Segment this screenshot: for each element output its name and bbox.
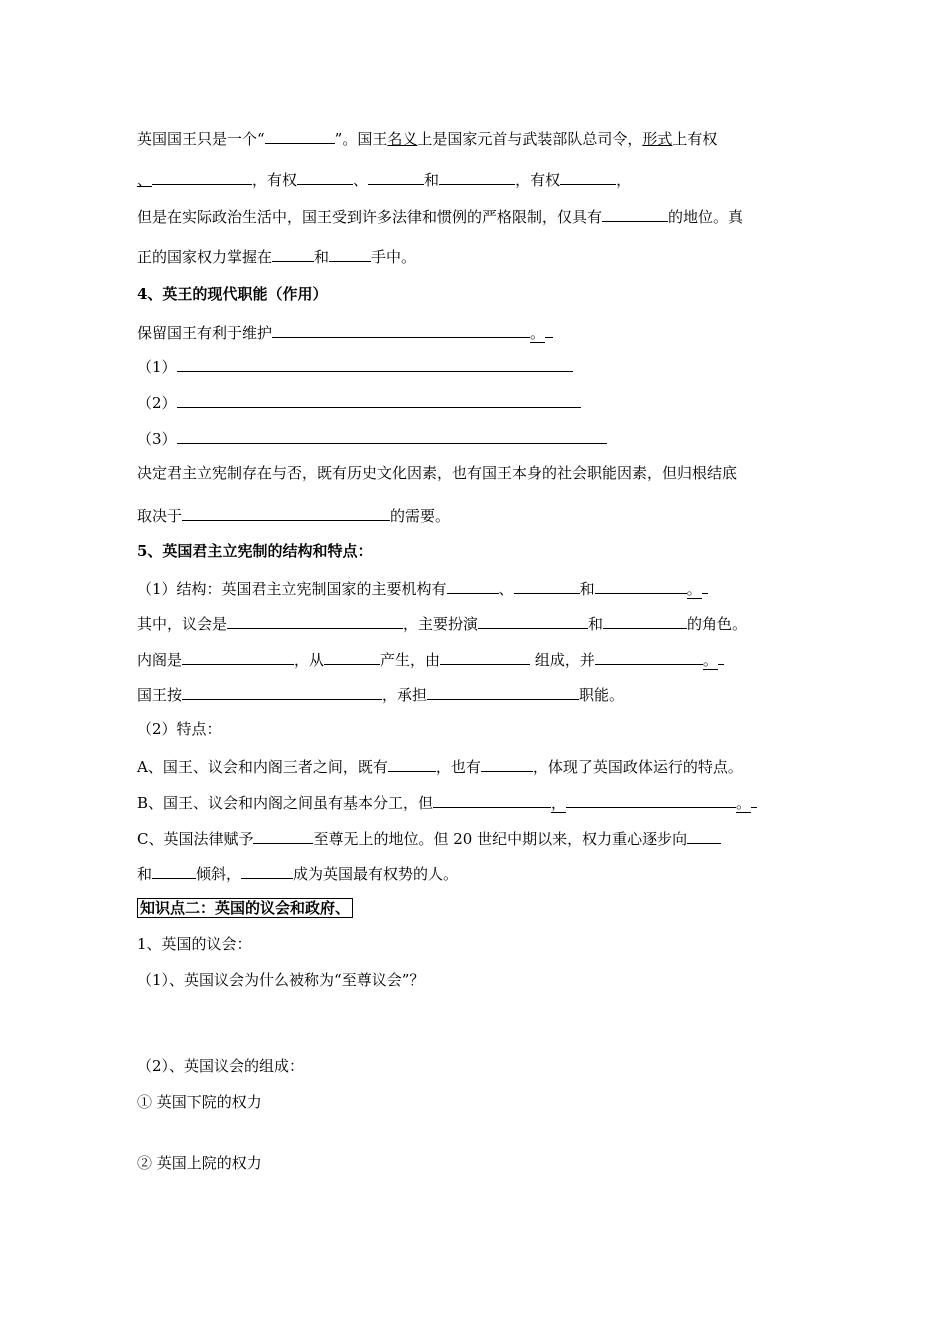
blank-field[interactable] — [566, 791, 736, 808]
underline-tail — [751, 791, 757, 808]
paragraph-cabinet: 内阁是 ，从 产生，由 组成，并 。 — [137, 648, 724, 670]
underline-tail — [545, 321, 553, 338]
paragraph-king-role: 英国国王只是一个“ ”。国王名义上是国家元首与武装部队总司令，形式上有权 — [137, 127, 717, 149]
question-lower-house: ① 英国下院的权力 — [137, 1093, 262, 1111]
list-item-1: （1） — [137, 355, 573, 377]
underline-tail — [702, 577, 708, 594]
paragraph-keep-king: 保留国王有利于维护 。 — [137, 321, 553, 343]
blank-field[interactable] — [227, 612, 403, 629]
paragraph-conclusion: 决定君主立宪制存在与否，既有历史文化因素，也有国王本身的社会职能因素，但归根结底 — [137, 464, 738, 482]
blank-field[interactable] — [297, 168, 353, 185]
underline-tail — [718, 648, 724, 665]
feature-c: C、英国法律赋予 至尊无上的地位。但 20 世纪中期以来，权力重心逐步向 — [137, 827, 721, 849]
blank-field[interactable] — [595, 577, 687, 594]
paragraph-king-role-2: 国王按 ，承担 职能。 — [137, 683, 624, 705]
knowledge-point-2-heading: 知识点二：英国的议会和政府、 — [137, 898, 353, 918]
heading-section-5: 5、英国君主立宪制的结构和特点： — [137, 542, 373, 560]
blank-field[interactable] — [152, 168, 252, 185]
blank-field[interactable] — [447, 577, 499, 594]
heading-section-4: 4、英王的现代职能（作用） — [137, 285, 328, 303]
blank-field[interactable] — [433, 791, 551, 808]
feature-c-continued: 和 倾斜， 成为英国最有权势的人。 — [137, 862, 458, 884]
blank-field[interactable] — [265, 127, 335, 144]
blank-field[interactable] — [560, 168, 616, 185]
paragraph-king-limits: 但是在实际政治生活中，国王受到许多法律和惯例的严格限制，仅具有 的地位。真 — [137, 205, 743, 227]
paragraph-real-power: 正的国家权力掌握在 和 手中。 — [137, 245, 416, 267]
blank-field[interactable] — [595, 648, 703, 665]
blank-field[interactable] — [427, 683, 579, 700]
paragraph-parliament: 其中，议会是 ，主要扮演 和 的角色。 — [137, 612, 747, 634]
blank-field[interactable] — [329, 245, 371, 262]
question-parliament-composition: （2）、英国议会的组成： — [137, 1057, 305, 1075]
blank-field[interactable] — [324, 648, 380, 665]
question-parliament: 1、英国的议会： — [137, 935, 252, 953]
blank-field[interactable] — [603, 612, 687, 629]
list-item-3: （3） — [137, 427, 607, 449]
blank-field[interactable] — [177, 427, 607, 444]
blank-field[interactable] — [514, 577, 580, 594]
blank-field[interactable] — [478, 612, 588, 629]
blank-field[interactable] — [272, 245, 314, 262]
blank-field[interactable] — [440, 648, 530, 665]
blank-field[interactable] — [177, 391, 581, 408]
blank-field[interactable] — [368, 168, 424, 185]
blank-field[interactable] — [182, 683, 382, 700]
question-supreme-parliament: （1）、英国议会为什么被称为“至尊议会”？ — [137, 971, 425, 989]
blank-field[interactable] — [177, 355, 573, 372]
paragraph-depends-on: 取决于 的需要。 — [137, 504, 450, 526]
list-item-2: （2） — [137, 391, 581, 413]
paragraph-features-heading: （2）特点： — [137, 720, 222, 738]
blank-field[interactable] — [481, 755, 533, 772]
paragraph-king-powers: 、 ，有权 、 和 ，有权 ， — [137, 168, 631, 190]
blank-field[interactable] — [439, 168, 515, 185]
blank-field[interactable] — [182, 648, 294, 665]
blank-field[interactable] — [272, 321, 530, 338]
blank-field[interactable] — [602, 205, 668, 222]
blank-field[interactable] — [182, 504, 390, 521]
blank-field[interactable] — [253, 827, 313, 844]
feature-b: B、国王、议会和内阁之间虽有基本分工，但 ， 。 — [137, 791, 757, 813]
paragraph-structure: （1）结构：英国君主立宪制国家的主要机构有 、 和 。 — [137, 577, 708, 599]
blank-field[interactable] — [152, 862, 196, 879]
blank-field[interactable] — [241, 862, 293, 879]
blank-field[interactable] — [687, 827, 721, 844]
question-upper-house: ② 英国上院的权力 — [137, 1154, 262, 1172]
feature-a: A、国王、议会和内阁三者之间，既有 ，也有 ，体现了英国政体运行的特点。 — [137, 755, 743, 777]
blank-field[interactable] — [388, 755, 436, 772]
